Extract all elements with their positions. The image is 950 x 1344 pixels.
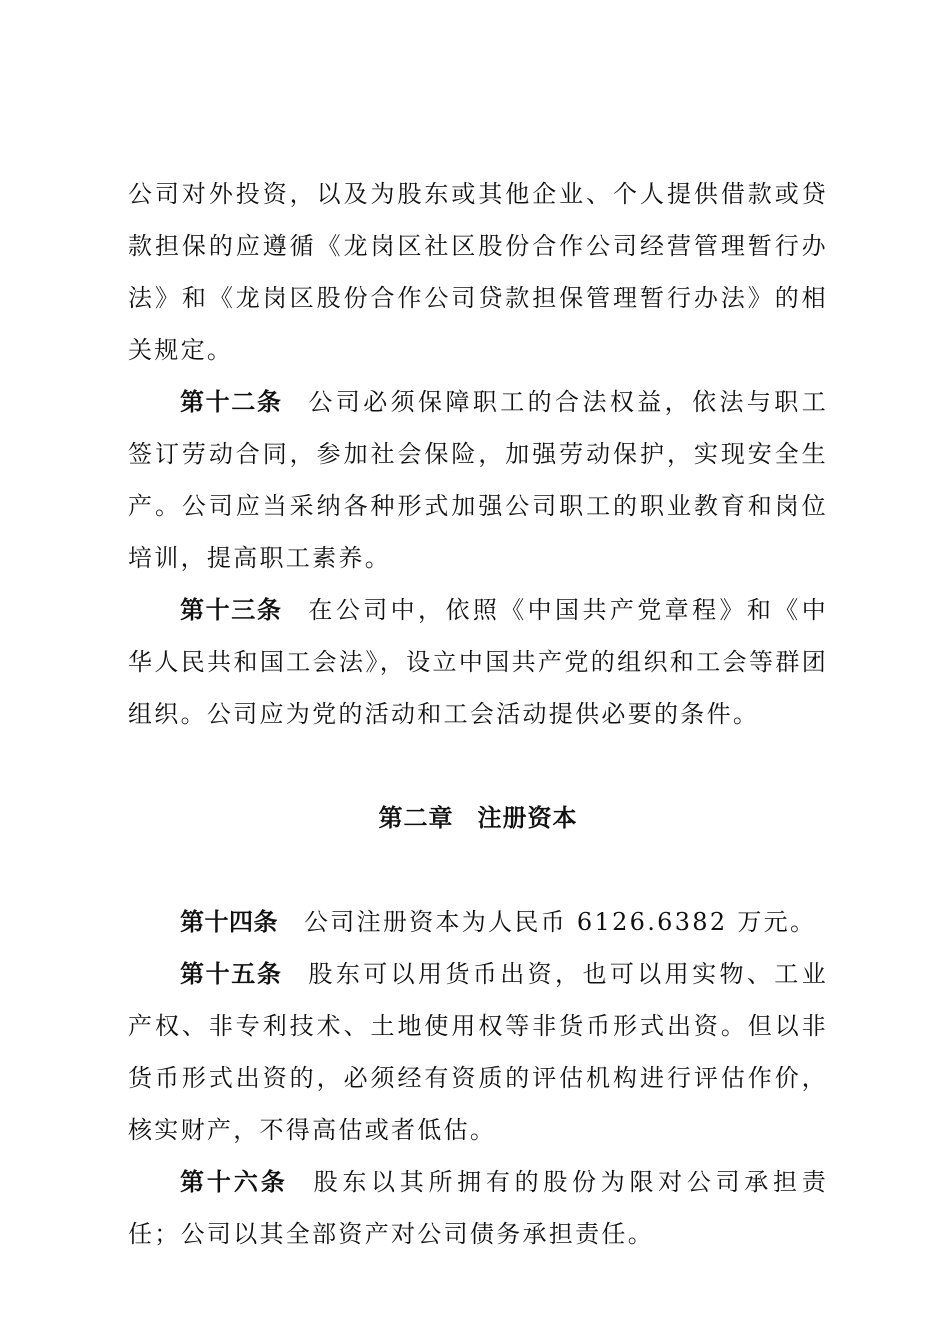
article-number: 第十六条 [180,1168,288,1196]
paragraph-text: 公司对外投资，以及为股东或其他企业、个人提供借款或贷款担保的应遵循《龙岗区社区股份合作公司经营管理暂行办法》和《龙岗区股份合作公司贷款担保管理暂行办法》的相关规定。 [128,180,828,364]
article-text: 股东可以用货币出资，也可以用实物、工业产权、非专利技术、土地使用权等非货币形式出资。但以非货币形式出资的，必须经有资质的评估机构进行评估作价，核实财产，不得高估或者低估。 [128,960,828,1144]
chapter-title: 注册资本 [477,804,578,832]
article-15 [128,948,828,1156]
article-number: 第十三条 [180,596,283,624]
article-text: 在公司中，依照《中国共产党章程》和《中华人民共和国工会法》，设立中国共产党的组织和工会等群团组织。公司应为党的活动和工会活动提供必要的条件。 [128,596,828,728]
article-number: 第十四条 [180,908,278,936]
article-text: 股东以其所拥有的股份为限对公司承担责任；公司以其全部资产对公司债务承担责任。 [128,1168,828,1248]
document-page [128,168,828,1260]
chapter-heading [128,792,828,844]
article-number: 第十二条 [180,388,283,416]
article-13 [128,584,828,740]
paragraph-continuation [128,168,828,376]
chapter-number: 第二章 [378,804,454,832]
article-text: 公司必须保障职工的合法权益，依法与职工签订劳动合同，参加社会保险，加强劳动保护，实现安全生产。公司应当采纳各种形式加强公司职工的职业教育和岗位培训，提高职工素养。 [128,388,828,572]
article-number: 第十五条 [180,960,283,988]
article-16 [128,1156,828,1260]
article-12 [128,376,828,584]
article-text: 公司注册资本为人民币 6126.6382 万元。 [304,908,817,936]
article-14 [128,896,828,948]
